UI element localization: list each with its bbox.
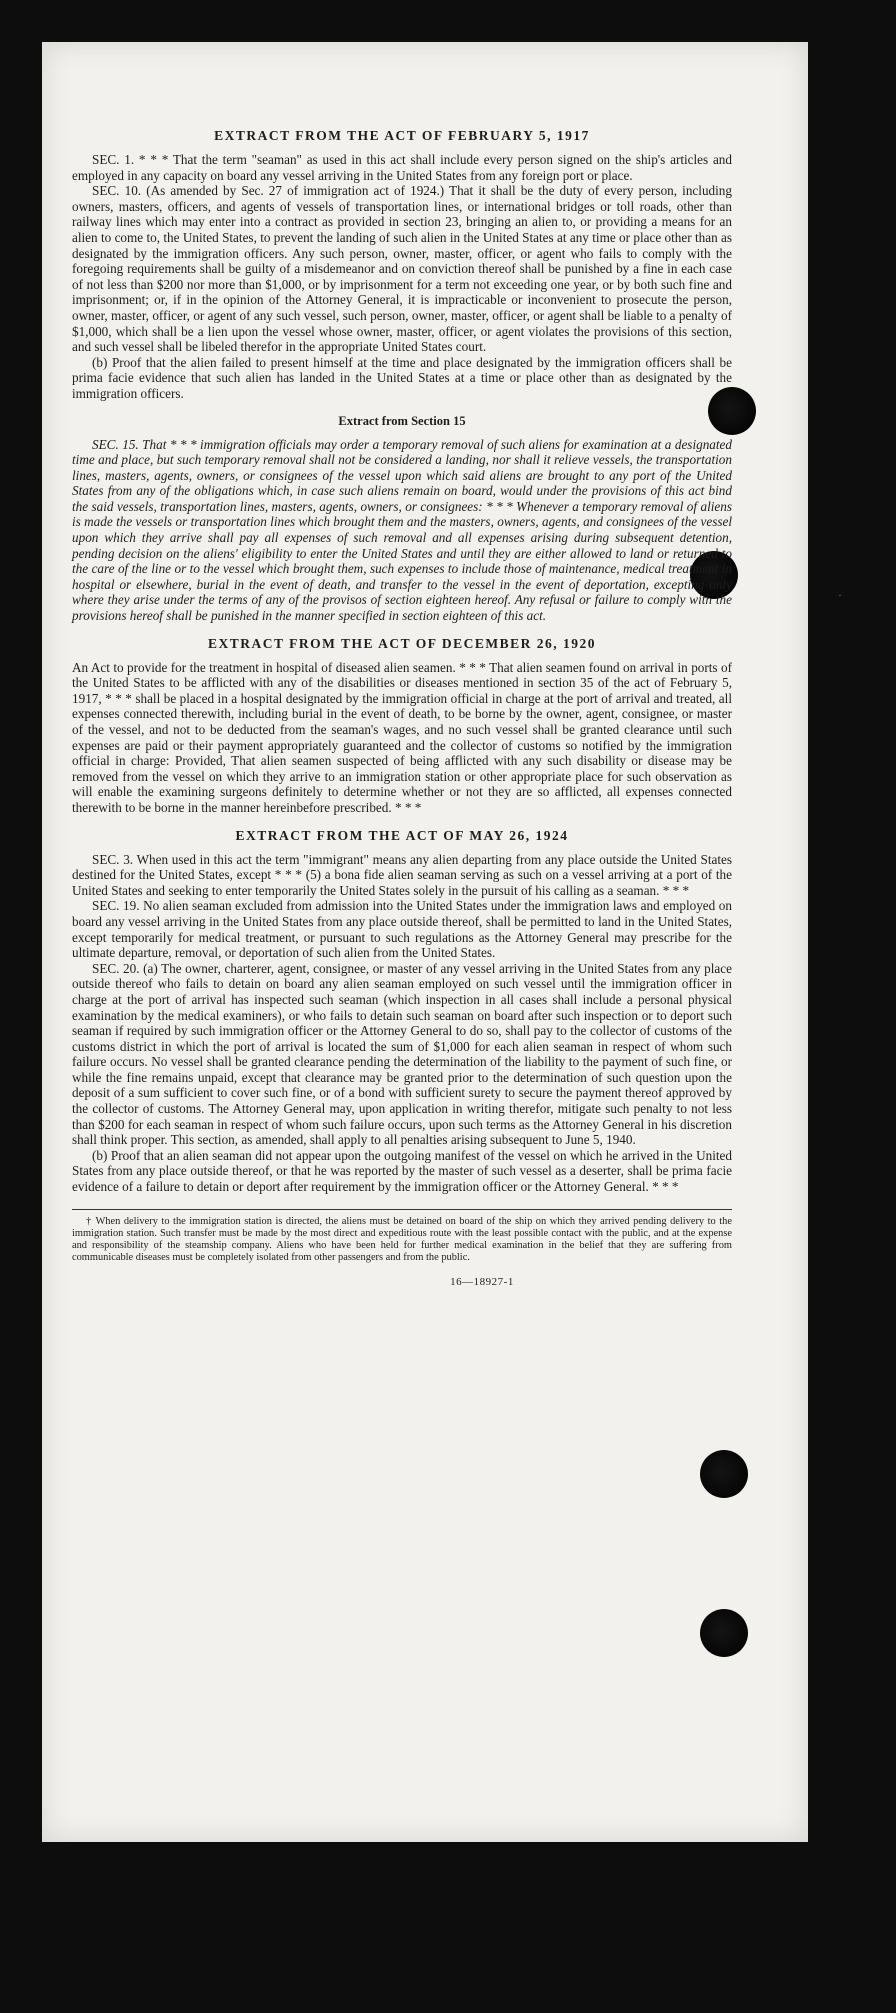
footnote: † When delivery to the immigration station is directed, the aliens must be detained on board of the ship on which they arrived pending delivery to the immigration station. Such transfer must be made by the most direct and expeditious route with the least possible contact with the public, and at the expense and responsibility of the steamship company. Aliens who have been held for further medical examination in the belief that they are suffering from communicable diseases must be completely isolated from other passengers and from the public. [72,1215,732,1263]
paragraph: SEC. 20. (a) The owner, charterer, agent, consignee, or master of any vessel arriving in the United States from any place outside thereof who fails to detain on board any alien seaman employed on such vessel until the immigration officer in charge at the port of arrival has inspected such seaman (which inspection in all cases shall include a personal physical examination by the medical examiners), or who fails to detain such seaman on board after such inspection or to deport such seaman if required by such immigration officer or the Attorney General to do so, shall pay to the collector of customs of the customs district in which the port of arrival is located the sum of $1,000 for each alien seaman in respect of whom such failure occurs. No vessel shall be granted clearance pending the determination of the liability to the payment of such fine, or while the fine remains unpaid, except that clearance may be granted prior to the determination of such question upon the deposit of a sum sufficient to cover such fine, or of a bond with sufficient surety to secure the payment thereof approved by the collector of customs. The Attorney General may, upon application in writing therefor, mitigate such penalty to not less than $200 for each seaman in respect of whom such failure occurs, upon such terms as the Attorney General in his discretion shall think proper. This section, as amended, shall apply to all penalties arising subsequent to June 5, 1940. [72,960,732,1148]
section-heading: EXTRACT FROM THE ACT OF DECEMBER 26, 1920 [207,635,597,651]
punch-hole [700,1450,748,1498]
paragraph: (b) Proof that an alien seaman did not appear upon the outgoing manifest of the vessel on which he arrived in the United States from any place outside thereof, or that he was reported by the master of such vessel as a deserter, shall be prima facie evidence of a failure to detain or deport after requirement by the immigration officer or the Attorney General. * * * [72,1147,732,1195]
section-subheading: Extract from Section 15 [338,413,466,428]
section-heading: EXTRACT FROM THE ACT OF FEBRUARY 5, 1917 [214,128,590,143]
paragraph: SEC. 19. No alien seaman excluded from admission into the United States under the immigration laws and employed on board any vessel arriving in the United States from any place outside thereof, shall be permitted to land in the United States, except temporarily for medical treatment, or pursuant to such regulations as the Attorney General may prescribe for the ultimate departure, removal, or deportation of such alien from the United States. [72,898,732,961]
paragraph: SEC. 3. When used in this act the term "immigrant" means any alien departing from any place outside the United States destined for the United States, except * * * (5) a bona fide alien seaman serving as such on a vessel arriving at a port of the United States and seeking to enter temporarily the United States solely in the pursuit of his calling as a seaman. * * * [72,851,732,898]
section-heading: EXTRACT FROM THE ACT OF MAY 26, 1924 [235,827,569,843]
scan-artifact: · [838,588,842,602]
form-number: 16—18927-1 [450,1275,514,1288]
paragraph: (b) Proof that the alien failed to present himself at the time and place designated by the immigration officers shall be prima facie evidence that such alien has landed in the United States at a time or place other than as designated by the immigration officers. [72,354,732,401]
paragraph: SEC. 15. That * * * immigration officials may order a temporary removal of such aliens for examination at a designated time and place, but such temporary removal shall not be considered a landing, nor shall it relieve vessels, the transportation lines, masters, agents, owners, or consignees of the vessel upon which said aliens are brought to any port of the United States from any of the obligations which, in case such aliens remain on board, would under the provisions of this act bind the said vessels, transportation lines, masters, agents, owners, or consignees: * * * Whenever a temporary removal of aliens is made the vessels or transportation lines which brought them and the masters, owners, agents, and consignees of the vessel upon which they arrive shall pay all expenses of such removal and all expenses arising during subsequent detention, pending decision on the aliens' eligibility to enter the United States and until they are either allowed to land or returned to the care of the line or to the vessel which brought them, such expenses to include those of maintenance, medical treatment in hospital or elsewhere, burial in the event of death, and transfer to the vessel in the event of deportation, excepting only where they arise under the terms of any of the provisos of section eighteen hereof. Any refusal or failure to comply with the provisions hereof shall be punished in the manner specified in section eighteen of this act. [72,436,732,624]
paragraph: An Act to provide for the treatment in hospital of diseased alien seamen. * * * That alien seamen found on arrival in ports of the United States to be afflicted with any of the disabilities or diseases mentioned in section 35 of the act of February 5, 1917, * * * shall be placed in a hospital designated by the immigration official in charge at the port of arrival and treated, all expenses connected therewith, including burial in the event of death, to be borne by the owner, agent, consignee, or master of the vessel, and not to be deducted from the seaman's wages, and no such vessel shall be granted clearance until such expenses are paid or their payment appropriately guaranteed and the collector of customs so notified by the immigration official in charge: Provided, That alien seamen suspected of being afflicted with any such disability or disease may be removed from the vessel on which they arrive to an immigration station or other appropriate place for such observation as will enable the examining surgeons definitely to determine whether or not they are so afflicted, all expenses connected therewith to be borne in the manner hereinbefore prescribed. * * * [72,659,732,815]
punch-hole [700,1609,748,1657]
footnote-divider [72,1209,732,1210]
paragraph: SEC. 10. (As amended by Sec. 27 of immigration act of 1924.) That it shall be the duty of every person, including owners, masters, officers, and agents of vessels of transportation lines, or international bridges or toll roads, other than railway lines which may enter into a contract as provided in section 23, bringing an alien to, or providing a means for an alien to come to, the United States, to prevent the landing of such alien in the United States at any time or place other than as designated by the immigration officers. Any such person, owner, master, officer, or agent who fails to comply with the foregoing requirements shall be guilty of a misdemeanor and on conviction thereof shall be punished by a fine in each case of not less than $200 nor more than $1,000, or by imprisonment for a term not exceeding one year, or by both such fine and imprisonment; or, if in the opinion of the Attorney General, it is impracticable or inconvenient to prosecute the person, owner, master, officer, or agent of any such vessel, such person, owner, master, officer, or agent shall be liable to a penalty of $1,000, which shall be a lien upon the vessel whose owner, master, officer, or agent violates the provisions of this section, and such vessel shall be libeled therefor in the appropriate United States court. [72,183,732,355]
document-page [42,42,808,1842]
document-body [72,128,732,1288]
paragraph: SEC. 1. * * * That the term "seaman" as used in this act shall include every person signed on the ship's articles and employed in any capacity on board any vessel arriving in the United States from any foreign port or place. [72,152,732,183]
